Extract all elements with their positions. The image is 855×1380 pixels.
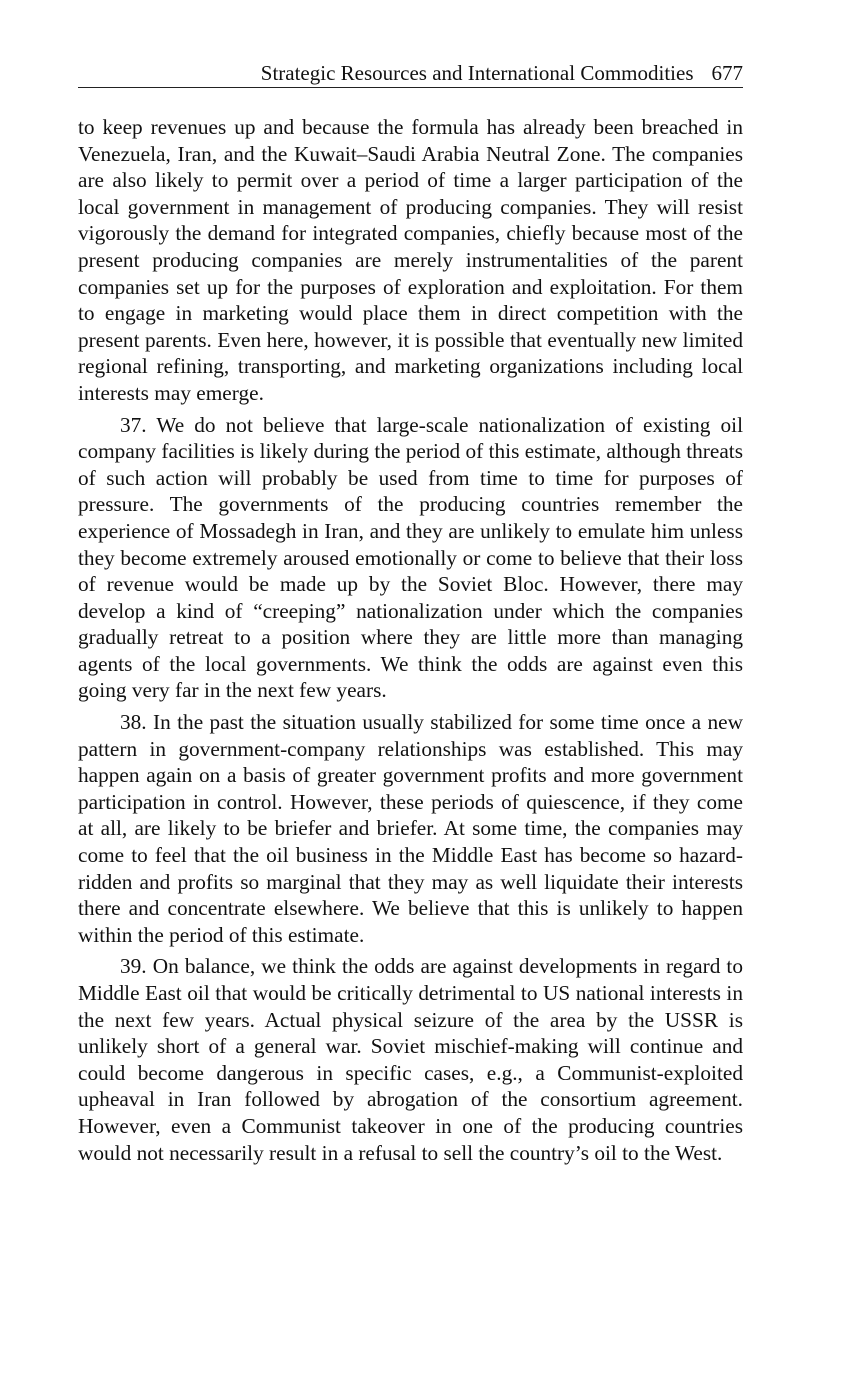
paragraph-38: 38. In the past the situation usually stabilized for some time once a new pattern in government-company relationships was established. This may happen again on a basis of greater government profits and more government participation in control. However, these periods of quiescence, if they come at all, are likely to be briefer and briefer. At some time, the companies may come to feel that the oil business in the Middle East has become so hazard-ridden and profits so marginal that they may as well liquidate their interests there and concentrate elsewhere. We believe that this is unlikely to happen within the period of this estimate. (78, 710, 743, 947)
running-header (78, 60, 743, 88)
paragraph-37: 37. We do not believe that large-scale nationalization of existing oil company facilities is likely during the period of this estimate, although threats of such action will probably be used from time to time for purposes of pressure. The governments of the producing countries remember the experience of Mossadegh in Iran, and they are unlikely to emulate him unless they become extremely aroused emotionally or come to believe that their loss of revenue would be made up by the Soviet Bloc. However, there may develop a kind of “creeping” nationalization under which the companies gradually retreat to a position where they are little more than managing agents of the local governments. We think the odds are against even this going very far in the next few years. (78, 412, 743, 703)
paragraph-39: 39. On balance, we think the odds are against developments in regard to Middle East oil that would be critically detrimental to US national interests in the next few years. Actual physical seizure of the area by the USSR is unlikely short of a general war. Soviet mischief-making will continue and could become dangerous in specific cases, e.g., a Communist-exploited upheaval in Iran followed by abrogation of the consortium agreement. However, even a Communist takeover in one of the producing countries would not necessarily result in a refusal to sell the country’s oil to the West. (78, 954, 743, 1165)
body-text (78, 114, 743, 1166)
document-page (78, 60, 743, 1171)
page-number: 677 (711, 61, 743, 85)
header-title: Strategic Resources and International Commodities (260, 61, 694, 85)
paragraph-continued: to keep revenues up and because the formula has already been breached in Venezuela, Iran, and the Kuwait–Saudi Arabia Neutral Zone. The companies are also likely to permit over a period of time a larger participation of the local government in management of producing companies. They will resist vigorously the demand for integrated companies, chiefly because most of the present producing companies are merely instrumentalities of the parent companies set up for the purposes of exploration and exploitation. For them to engage in marketing would place them in direct competition with the present parents. Even here, however, it is possible that eventually new limited regional refining, transporting, and marketing organizations including local interests may emerge. (78, 115, 743, 405)
